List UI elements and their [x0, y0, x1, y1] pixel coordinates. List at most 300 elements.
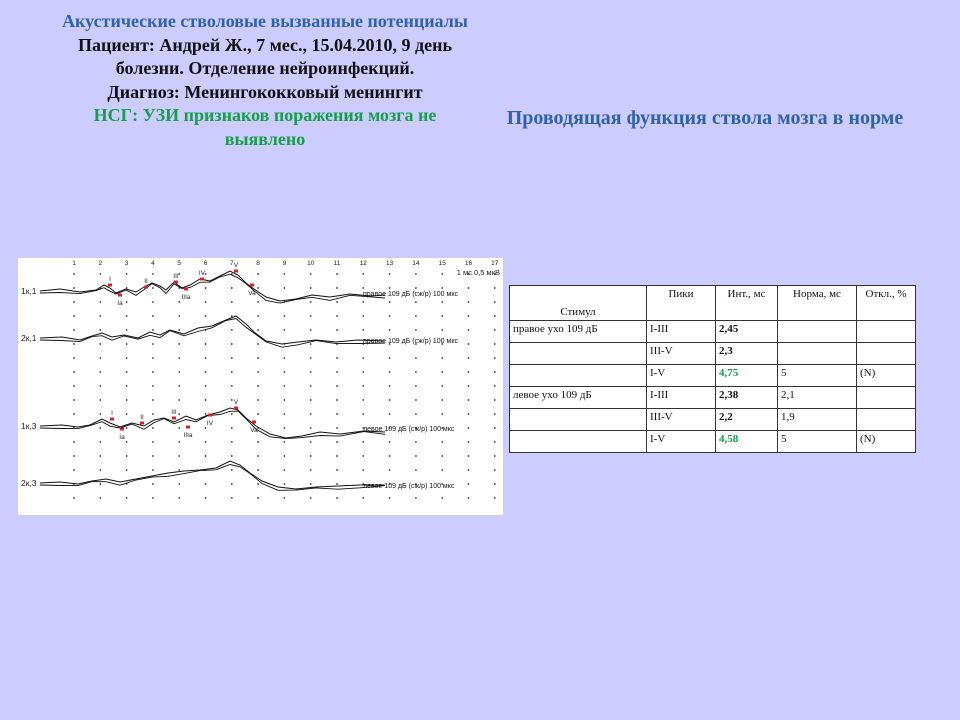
peak-label: Va [250, 427, 258, 434]
grid-dot [99, 413, 101, 415]
grid-dot [415, 441, 417, 443]
grid-dot [441, 315, 443, 317]
table-row [510, 321, 916, 343]
grid-dot [178, 343, 180, 345]
grid-dot [99, 385, 101, 387]
grid-dot [205, 371, 207, 373]
grid-dot [205, 497, 207, 499]
grid-dot [441, 371, 443, 373]
grid-dot [284, 497, 286, 499]
channel-stimulus-label: левое 109 дБ (сж/р) 100 мкс [363, 483, 455, 490]
grid-dot [152, 273, 154, 275]
diagnosis-line: Диагноз: Менингококковый менингит [107, 81, 423, 102]
grid-dot [468, 469, 470, 471]
grid-dot [362, 315, 364, 317]
grid-dot [468, 371, 470, 373]
grid-dot [362, 287, 364, 289]
grid-dot [178, 371, 180, 373]
grid-dot [389, 371, 391, 373]
grid-dot [257, 329, 259, 331]
grid-dot [284, 441, 286, 443]
grid-dot [441, 287, 443, 289]
grid-dot [389, 385, 391, 387]
grid-dot [415, 357, 417, 359]
cell-interval: 2,38 [716, 387, 778, 409]
grid-dot [257, 413, 259, 415]
peak-label: Ia [117, 300, 123, 307]
time-tick-label: 6 [203, 260, 208, 267]
grid-dot [231, 441, 233, 443]
peak-marker [140, 422, 144, 425]
grid-dot [494, 371, 496, 373]
grid-dot [257, 483, 259, 485]
grid-dot [99, 273, 101, 275]
header-interval: Инт., мс [716, 286, 778, 321]
cell-norm: 1,9 [778, 409, 857, 431]
peak-marker [208, 414, 212, 417]
grid-dot [73, 371, 75, 373]
grid-dot [415, 413, 417, 415]
grid-dot [389, 441, 391, 443]
grid-dot [336, 497, 338, 499]
grid-dot [441, 329, 443, 331]
grid-dot [205, 455, 207, 457]
grid-dot [205, 427, 207, 429]
cell-norm [778, 321, 857, 343]
grid-dot [126, 301, 128, 303]
grid-dot [415, 497, 417, 499]
grid-dot [284, 427, 286, 429]
grid-dot [178, 497, 180, 499]
grid-dot [468, 357, 470, 359]
peak-marker [174, 281, 178, 284]
cell-stimulus [510, 343, 647, 365]
grid-dot [205, 413, 207, 415]
peak-marker [144, 286, 148, 289]
grid-dot [336, 399, 338, 401]
grid-dot [152, 441, 154, 443]
peak-label: Va [248, 290, 256, 297]
cell-interval: 2,2 [716, 409, 778, 431]
grid-dot [441, 399, 443, 401]
grid-dot [257, 273, 259, 275]
grid-dot [178, 413, 180, 415]
time-tick-label: 2 [98, 260, 103, 267]
grid-dot [336, 469, 338, 471]
grid-dot [284, 315, 286, 317]
cell-stimulus: правое ухо 109 дБ [510, 321, 647, 343]
grid-dot [257, 287, 259, 289]
title-line-1: Акустические стволовые вызванные потенциалы [62, 11, 468, 31]
grid-dot [231, 483, 233, 485]
grid-dot [126, 497, 128, 499]
grid-dot [73, 455, 75, 457]
cell-peaks: I-III [647, 387, 716, 409]
grid-dot [415, 301, 417, 303]
grid-dot [152, 329, 154, 331]
grid-dot [73, 301, 75, 303]
time-tick-label: 4 [151, 260, 155, 267]
grid-dot [362, 357, 364, 359]
cell-peaks: I-V [647, 365, 716, 387]
cell-norm: 5 [778, 431, 857, 453]
grid-dot [468, 483, 470, 485]
header-deviation: Откл., % [857, 286, 916, 321]
time-tick-label: 11 [333, 260, 341, 267]
grid-dot [284, 455, 286, 457]
grid-dot [441, 469, 443, 471]
grid-dot [284, 413, 286, 415]
grid-dot [494, 329, 496, 331]
grid-dot [415, 455, 417, 457]
grid-dot [389, 287, 391, 289]
grid-dot [310, 315, 312, 317]
grid-dot [494, 315, 496, 317]
grid-dot [99, 343, 101, 345]
grid-dot [468, 287, 470, 289]
grid-dot [152, 469, 154, 471]
grid-dot [389, 413, 391, 415]
grid-dot [73, 357, 75, 359]
grid-dot [310, 385, 312, 387]
grid-dot [468, 497, 470, 499]
peak-label: Ia [119, 434, 125, 441]
peak-label: V [233, 399, 239, 406]
grid-dot [73, 385, 75, 387]
grid-dot [99, 427, 101, 429]
grid-dot [231, 427, 233, 429]
grid-dot [441, 441, 443, 443]
scale-label: 1 мс 0,5 мкВ [456, 268, 500, 277]
grid-dot [336, 483, 338, 485]
grid-dot [284, 329, 286, 331]
grid-dot [336, 427, 338, 429]
cell-stimulus [510, 365, 647, 387]
grid-dot [73, 413, 75, 415]
grid-dot [468, 329, 470, 331]
grid-dot [336, 315, 338, 317]
peak-marker [186, 426, 190, 429]
grid-dot [494, 413, 496, 415]
grid-dot [310, 273, 312, 275]
patient-line: Пациент: Андрей Ж., 7 мес., 15.04.2010, 9 день болезни. Отделение нейроинфекций. [77, 34, 453, 78]
grid-dot [284, 483, 286, 485]
grid-dot [362, 497, 364, 499]
time-tick-label: 14 [412, 260, 420, 267]
channel-stimulus-label: правое 109 дБ (сж/р) 100 мкс [363, 291, 458, 298]
grid-dot [178, 315, 180, 317]
cell-deviation [857, 387, 916, 409]
time-tick-label: 12 [359, 260, 367, 267]
table-header-row [510, 286, 916, 321]
grid-dot [415, 315, 417, 317]
grid-dot [178, 469, 180, 471]
grid-dot [310, 399, 312, 401]
grid-dot [152, 427, 154, 429]
grid-dot [152, 455, 154, 457]
grid-dot [152, 371, 154, 373]
grid-dot [99, 469, 101, 471]
grid-dot [257, 343, 259, 345]
time-tick-label: 7 [229, 260, 234, 267]
grid-dot [231, 357, 233, 359]
grid-dot [73, 287, 75, 289]
grid-dot [152, 385, 154, 387]
conclusion-title: Проводящая функция ствола мозга в норме [506, 107, 904, 129]
grid-dot [231, 287, 233, 289]
cell-stimulus [510, 431, 647, 453]
grid-dot [231, 399, 233, 401]
grid-dot [441, 455, 443, 457]
grid-dot [205, 483, 207, 485]
cell-interval: 2,3 [716, 343, 778, 365]
table-row [510, 387, 916, 409]
peak-label: III [173, 273, 179, 280]
cell-norm: 5 [778, 365, 857, 387]
grid-dot [99, 301, 101, 303]
grid-dot [205, 343, 207, 345]
cell-peaks: I-V [647, 431, 716, 453]
grid-dot [284, 385, 286, 387]
peak-marker [184, 288, 188, 291]
peak-marker [234, 407, 238, 410]
grid-dot [494, 497, 496, 499]
table-row [510, 343, 916, 365]
cell-norm: 2,1 [778, 387, 857, 409]
grid-dot [415, 469, 417, 471]
grid-dot [310, 343, 312, 345]
grid-dot [231, 413, 233, 415]
grid-dot [362, 329, 364, 331]
grid-dot [284, 273, 286, 275]
cell-peaks: III-V [647, 343, 716, 365]
grid-dot [441, 301, 443, 303]
grid-dot [99, 371, 101, 373]
grid-dot [494, 385, 496, 387]
grid-dot [126, 427, 128, 429]
grid-dot [336, 455, 338, 457]
peak-marker [120, 428, 124, 431]
grid-dot [178, 455, 180, 457]
grid-dot [99, 315, 101, 317]
grid-dot [73, 497, 75, 499]
grid-dot [205, 357, 207, 359]
grid-dot [257, 371, 259, 373]
time-tick-label: 3 [124, 260, 129, 267]
grid-dot [494, 483, 496, 485]
results-table [509, 285, 916, 453]
grid-dot [336, 385, 338, 387]
peak-label: I [111, 410, 113, 417]
grid-dot [205, 441, 207, 443]
grid-dot [152, 357, 154, 359]
grid-dot [152, 301, 154, 303]
waveform-trace-replicate [40, 319, 385, 348]
grid-dot [257, 469, 259, 471]
table-row [510, 409, 916, 431]
grid-dot [126, 357, 128, 359]
grid-dot [284, 371, 286, 373]
cell-deviation [857, 321, 916, 343]
grid-dot [494, 357, 496, 359]
grid-dot [257, 301, 259, 303]
grid-dot [468, 301, 470, 303]
grid-dot [257, 315, 259, 317]
header-stimulus: Стимул [510, 286, 647, 321]
waveform-trace-replicate [40, 274, 385, 303]
grid-dot [494, 343, 496, 345]
peak-label: I [109, 276, 111, 283]
grid-dot [310, 441, 312, 443]
peak-label: V [233, 262, 239, 269]
grid-dot [494, 287, 496, 289]
grid-dot [415, 371, 417, 373]
grid-dot [178, 385, 180, 387]
grid-dot [336, 371, 338, 373]
grid-dot [310, 357, 312, 359]
grid-dot [284, 469, 286, 471]
grid-dot [284, 287, 286, 289]
grid-dot [99, 441, 101, 443]
grid-dot [362, 441, 364, 443]
cell-deviation: (N) [857, 431, 916, 453]
time-tick-label: 10 [307, 260, 315, 267]
peak-marker [200, 278, 204, 281]
grid-dot [415, 385, 417, 387]
grid-dot [178, 427, 180, 429]
time-tick-label: 8 [256, 260, 260, 267]
grid-dot [310, 301, 312, 303]
peak-marker [118, 294, 122, 297]
grid-dot [494, 455, 496, 457]
grid-dot [336, 301, 338, 303]
grid-dot [152, 483, 154, 485]
grid-dot [468, 427, 470, 429]
grid-dot [73, 343, 75, 345]
channel-name: 2к,3 [21, 478, 37, 488]
grid-dot [205, 287, 207, 289]
channel-name: 2к,1 [21, 333, 37, 343]
waveform-trace [40, 271, 385, 301]
grid-dot [99, 455, 101, 457]
grid-dot [126, 343, 128, 345]
grid-dot [126, 399, 128, 401]
grid-dot [468, 385, 470, 387]
grid-dot [152, 343, 154, 345]
grid-dot [73, 469, 75, 471]
grid-dot [362, 371, 364, 373]
peak-marker [234, 270, 238, 273]
cell-peaks: I-III [647, 321, 716, 343]
table-row [510, 365, 916, 387]
grid-dot [178, 399, 180, 401]
grid-dot [310, 287, 312, 289]
grid-dot [468, 441, 470, 443]
grid-dot [336, 273, 338, 275]
grid-dot [126, 385, 128, 387]
grid-dot [284, 357, 286, 359]
grid-dot [441, 273, 443, 275]
grid-dot [310, 497, 312, 499]
grid-dot [126, 441, 128, 443]
grid-dot [389, 357, 391, 359]
grid-dot [231, 469, 233, 471]
grid-dot [415, 399, 417, 401]
peak-marker [108, 284, 112, 287]
abr-waveform-chart [18, 258, 503, 515]
grid-dot [441, 497, 443, 499]
peak-label: IIIa [183, 432, 193, 439]
peak-label: II [140, 414, 144, 421]
grid-dot [310, 329, 312, 331]
grid-dot [178, 483, 180, 485]
grid-dot [494, 427, 496, 429]
grid-dot [468, 315, 470, 317]
cell-stimulus [510, 409, 647, 431]
time-tick-label: 15 [438, 260, 446, 267]
time-tick-label: 5 [177, 260, 182, 267]
grid-dot [441, 385, 443, 387]
peak-label: IV [206, 420, 214, 427]
grid-dot [494, 301, 496, 303]
peak-marker [110, 418, 114, 421]
peak-label: IIIa [181, 294, 191, 301]
grid-dot [468, 399, 470, 401]
grid-dot [126, 413, 128, 415]
grid-dot [494, 441, 496, 443]
grid-dot [336, 287, 338, 289]
channel-stimulus-label: левое 109 дБ (сж/р) 100 мкс [363, 426, 455, 433]
grid-dot [231, 455, 233, 457]
time-tick-label: 1 [72, 260, 76, 267]
grid-dot [178, 441, 180, 443]
grid-dot [73, 329, 75, 331]
grid-dot [415, 287, 417, 289]
grid-dot [310, 455, 312, 457]
grid-dot [310, 483, 312, 485]
grid-dot [257, 497, 259, 499]
grid-dot [126, 273, 128, 275]
cell-deviation [857, 343, 916, 365]
cell-interval: 4,75 [716, 365, 778, 387]
grid-dot [152, 399, 154, 401]
grid-dot [231, 315, 233, 317]
grid-dot [441, 357, 443, 359]
grid-dot [126, 455, 128, 457]
grid-dot [99, 483, 101, 485]
grid-dot [178, 329, 180, 331]
grid-dot [152, 413, 154, 415]
channel-name: 1к,1 [21, 286, 37, 296]
waveform-trace [40, 461, 385, 489]
grid-dot [231, 371, 233, 373]
grid-dot [362, 385, 364, 387]
table-row [510, 431, 916, 453]
grid-dot [73, 399, 75, 401]
grid-dot [310, 413, 312, 415]
grid-dot [126, 315, 128, 317]
grid-dot [284, 399, 286, 401]
cell-deviation: (N) [857, 365, 916, 387]
time-tick-label: 9 [282, 260, 287, 267]
left-title-block [60, 10, 470, 151]
grid-dot [257, 357, 259, 359]
grid-dot [73, 273, 75, 275]
grid-dot [205, 399, 207, 401]
grid-dot [389, 399, 391, 401]
grid-dot [99, 497, 101, 499]
waveform-trace [40, 316, 385, 344]
